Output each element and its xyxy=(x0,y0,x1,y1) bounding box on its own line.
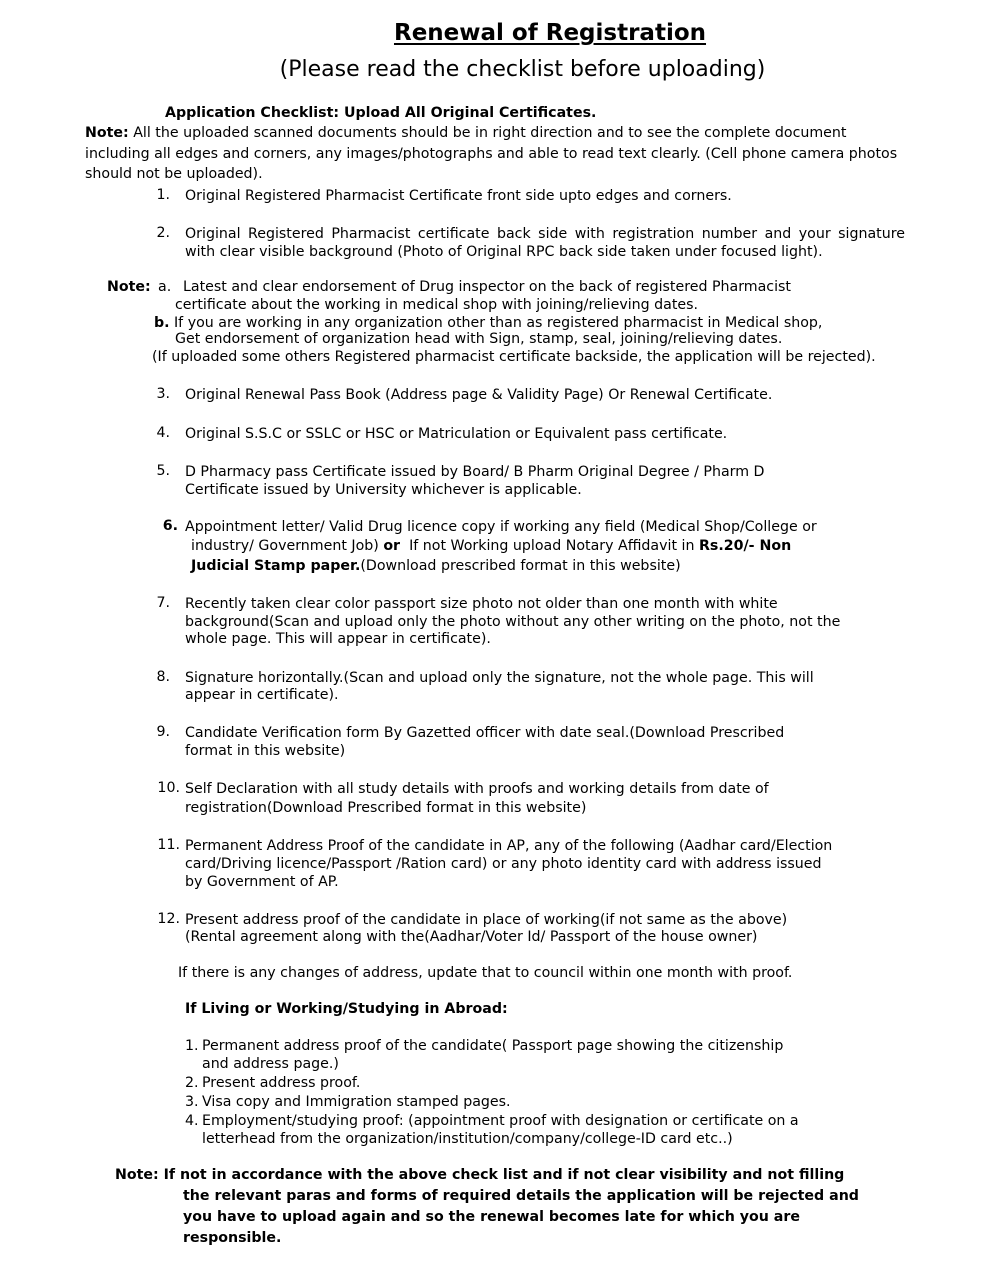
item-number: 1. xyxy=(156,187,170,203)
note-label: Note: xyxy=(107,279,151,295)
item-number: 2. xyxy=(185,1075,199,1091)
note-b-line-2: Get endorsement of organization head with Sign, stamp, seal, joining/relieving dates. xyxy=(175,331,783,347)
note-a-label: a. xyxy=(158,279,172,295)
item-text-line: by Government of AP. xyxy=(185,874,339,890)
final-note-line: the relevant paras and forms of required details the application will be rejected and xyxy=(183,1188,859,1204)
item-text-line: appear in certificate). xyxy=(185,687,339,703)
item-text-line: Certificate issued by University whichever is applicable. xyxy=(185,482,582,498)
item-text-line: background(Scan and upload only the photo without any other writing on the photo, not the xyxy=(185,614,841,630)
item-text-line: D Pharmacy pass Certificate issued by Board/ B Pharm Original Degree / Pharm D xyxy=(185,464,765,480)
page-title: Renewal of Registration xyxy=(393,20,707,46)
abroad-heading: If Living or Working/Studying in Abroad: xyxy=(185,1001,508,1017)
item-text-line: whole page. This will appear in certificate). xyxy=(185,631,491,647)
final-note-line: you have to upload again and so the renewal becomes late for which you are xyxy=(183,1209,801,1225)
item-number: 1. xyxy=(185,1038,199,1054)
note-a-line-2: certificate about the working in medical shop with joining/relieving dates. xyxy=(175,297,699,313)
item-text-line xyxy=(191,537,791,555)
or-emphasis: or xyxy=(383,538,401,554)
item-number: 4. xyxy=(185,1113,199,1129)
item-text-line: and address page.) xyxy=(202,1056,339,1072)
item-text: Original Registered Pharmacist Certificate front side upto edges and corners. xyxy=(185,188,732,204)
final-note-line: Note: If not in accordance with the above check list and if not clear visibility and not filling xyxy=(115,1167,845,1183)
intro-note-label: Note: xyxy=(85,125,129,141)
item-text-line: Appointment letter/ Valid Drug licence copy if working any field (Medical Shop/College or xyxy=(185,519,817,535)
item-text-line: Recently taken clear color passport size photo not older than one month with white xyxy=(185,596,778,612)
item-text-line: format in this website) xyxy=(185,743,346,759)
item-text-line: card/Driving licence/Passport /Ration card) or any photo identity card with address issued xyxy=(185,856,822,872)
item-text-line: Permanent address proof of the candidate( Passport page showing the citizenship xyxy=(202,1038,784,1054)
item-number: 8. xyxy=(156,669,170,685)
note-b-line-1: If you are working in any organization other than as registered pharmacist in Medical shop, xyxy=(174,315,823,331)
item-text: Original Renewal Pass Book (Address page & Validity Page) Or Renewal Certificate. xyxy=(185,387,773,403)
item-text-line: Permanent Address Proof of the candidate in AP, any of the following (Aadhar card/Election xyxy=(185,838,833,854)
item-text-line: Visa copy and Immigration stamped pages. xyxy=(202,1094,511,1110)
stamp-paper-emphasis: Judicial Stamp paper. xyxy=(191,558,361,574)
item-number: 3. xyxy=(156,386,170,402)
item-text-line: Candidate Verification form By Gazetted officer with date seal.(Download Prescribed xyxy=(185,725,785,741)
stamp-amount: Rs.20/- Non xyxy=(698,538,792,554)
item-text: Original Registered Pharmacist certificate back side with registration number and your signature with clear visible background (Photo of Original RPC back side taken under focused light). xyxy=(185,226,905,260)
item-number: 4. xyxy=(156,425,170,441)
item-number: 11. xyxy=(157,837,180,853)
item-text-line: Present address proof of the candidate in place of working(if not same as the above) xyxy=(185,912,788,928)
item-number: 3. xyxy=(185,1094,199,1110)
page-subtitle: (Please read the checklist before uploading) xyxy=(279,57,766,82)
item-text-line: (Rental agreement along with the(Aadhar/Voter Id/ Passport of the house owner) xyxy=(185,929,758,945)
item-number: 9. xyxy=(156,724,170,740)
note-a-line-1: Latest and clear endorsement of Drug inspector on the back of registered Pharmacist xyxy=(183,279,791,295)
item-number: 10. xyxy=(157,780,180,796)
item-number: 7. xyxy=(156,595,170,611)
item-number: 12. xyxy=(157,911,180,927)
item-text-line: registration(Download Prescribed format in this website) xyxy=(185,800,587,816)
text-segment: industry/ Government Job) xyxy=(191,538,384,554)
item-number: 6. xyxy=(162,518,178,534)
item-text: Original S.S.C or SSLC or HSC or Matriculation or Equivalent pass certificate. xyxy=(185,426,728,442)
text-segment: If not Working upload Notary Affidavit in xyxy=(400,538,699,554)
address-change-note: If there is any changes of address, update that to council within one month with proof. xyxy=(178,965,793,981)
item-text-line: letterhead from the organization/institution/company/college-ID card etc..) xyxy=(202,1131,733,1147)
final-note-line: responsible. xyxy=(183,1230,282,1246)
checklist-heading: Application Checklist: Upload All Original Certificates. xyxy=(165,105,597,121)
intro-note-text: All the uploaded scanned documents should be in right direction and to see the complete document including all edges and corners, any images/photographs and able to read text clearly. (Cell phone camera photos should not be uploaded). xyxy=(85,125,898,182)
intro-note xyxy=(85,123,915,185)
item-number: 5. xyxy=(156,463,170,479)
item-text-line: Signature horizontally.(Scan and upload only the signature, not the whole page. This will xyxy=(185,670,814,686)
item-text-line xyxy=(191,557,681,575)
note-b-label: b. xyxy=(154,315,170,331)
item-text-line: Present address proof. xyxy=(202,1075,361,1091)
text-segment: (Download prescribed format in this website) xyxy=(360,558,681,574)
note-warning: (If uploaded some others Registered pharmacist certificate backside, the application will be rejected). xyxy=(152,349,876,365)
item-text-line: Employment/studying proof: (appointment proof with designation or certificate on a xyxy=(202,1113,799,1129)
item-text-line: Self Declaration with all study details with proofs and working details from date of xyxy=(185,781,769,797)
item-number: 2. xyxy=(156,225,170,241)
